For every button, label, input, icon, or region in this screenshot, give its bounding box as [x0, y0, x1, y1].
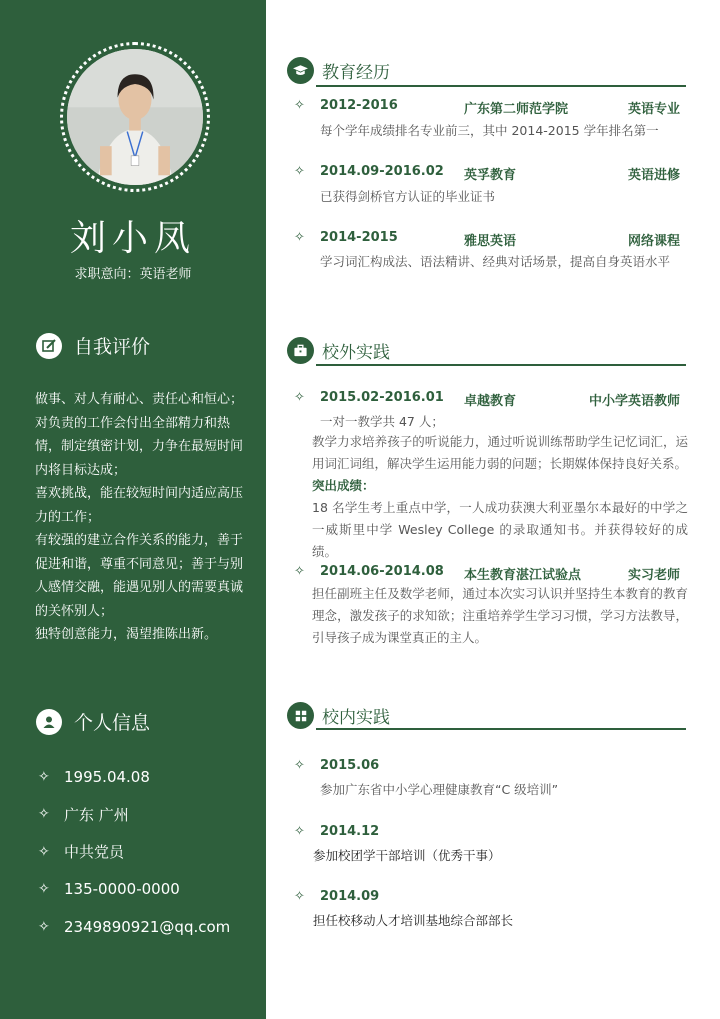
job-intent: 求职意向：英语老师: [74, 267, 192, 282]
entry-description: 一对一教学共 47 人；: [320, 414, 444, 429]
entry-org: 卓越教育: [464, 394, 517, 409]
education-entry-head: [294, 164, 686, 182]
education-title: 教育经历: [322, 63, 390, 83]
info-email: ✧ 2349890921@qq.com: [38, 917, 231, 936]
entry-date: 2014.09-2016.02: [320, 164, 444, 179]
entry-date: 2015.06: [320, 758, 380, 773]
achievement-label: 突出成绩：: [312, 478, 375, 493]
entry-description: 担任校移动人才培训基地综合部部长: [313, 913, 514, 928]
internal-entry-head: [294, 824, 686, 842]
entry-role: 实习老师: [627, 568, 680, 583]
avatar-photo: [67, 49, 203, 185]
external-practice-title: 校外实践: [322, 343, 390, 363]
entry-paragraph: 担任副班主任及数学老师，通过本次实习认识并坚持生本教育的教育理念，激发孩子的求知欲；注重培养学生学习习惯，学习方法教导，引导孩子成为课堂真正的主人。: [312, 586, 688, 645]
external-entry-head: [294, 564, 686, 582]
internal-practice-title: 校内实践: [322, 708, 390, 728]
star-bullet-icon: ✧: [294, 564, 305, 579]
personal-info-title: 个人信息: [74, 712, 151, 734]
external-entry-head: [294, 390, 686, 408]
entry-org: 本生教育湛江试验点: [464, 568, 582, 583]
internal-entry-head: [294, 889, 686, 907]
entry-role: 中小学英语教师: [588, 394, 680, 409]
star-bullet-icon: ✧: [294, 889, 305, 904]
internal-entry-head: [294, 758, 686, 776]
star-bullet-icon: ✧: [38, 768, 50, 785]
star-bullet-icon: ✧: [294, 230, 305, 245]
avatar: [67, 49, 203, 185]
entry-date: 2014.09: [320, 889, 380, 904]
star-bullet-icon: ✧: [294, 98, 305, 113]
user-icon: [36, 709, 62, 735]
self-eval-header: [36, 332, 150, 359]
star-bullet-icon: ✧: [294, 390, 305, 405]
entry-description: 参加校团学干部培训（优秀干事）: [313, 848, 501, 863]
star-bullet-icon: ✧: [38, 806, 50, 823]
entry-date: 2014.12: [320, 824, 380, 839]
info-political: ✧ 中共党员: [38, 843, 125, 862]
achievement-text: 18 名学生考上重点中学，一人成功获澳大利亚墨尔本最好的中学之一威斯里中学 Wesley College 的录取通知书。并获得较好的成绩。: [312, 500, 688, 559]
entry-role: 英语专业: [627, 102, 680, 117]
entry-description: 学习词汇构成法、语法精讲、经典对话场景，提高自身英语水平: [320, 254, 671, 269]
education-entry-head: [294, 230, 686, 248]
entry-role: 英语进修: [627, 168, 680, 183]
star-bullet-icon: ✧: [294, 758, 305, 773]
info-location: ✧ 广东 广州: [38, 805, 129, 824]
grid-icon: [287, 702, 314, 729]
info-birthdate: ✧ 1995.04.08: [38, 767, 150, 786]
star-bullet-icon: ✧: [38, 843, 50, 860]
entry-role: 网络课程: [627, 234, 680, 249]
personal-info-header: [36, 708, 150, 735]
self-eval-paragraph: 喜欢挑战，能在较短时间内适应高压力的工作；: [35, 486, 244, 525]
personal-info-list: [38, 758, 230, 946]
self-eval-paragraph: 做事、对人有耐心、责任心和恒心；: [35, 392, 244, 407]
entry-org: 雅思英语: [464, 234, 517, 249]
entry-date: 2012-2016: [320, 98, 398, 113]
entry-org: 广东第二师范学院: [464, 102, 569, 117]
education-divider: [316, 85, 686, 87]
star-bullet-icon: ✧: [38, 918, 50, 935]
self-eval-paragraph: 对负责的工作会付出全部精力和热情，制定缜密计划，力争在最短时间内将目标达成；: [35, 415, 244, 478]
entry-description: 每个学年成绩排名专业前三，其中 2014-2015 学年排名第一: [320, 123, 659, 138]
self-eval-paragraph: 有较强的建立合作关系的能力，善于促进和谐，尊重不同意见；善于与别人感情交融，能遇见别人的需要真诚的关怀别人；: [35, 533, 244, 619]
education-entry-head: [294, 98, 686, 116]
entry-date: 2014-2015: [320, 230, 398, 245]
entry-date: 2015.02-2016.01: [320, 390, 444, 405]
education-header: [287, 57, 685, 84]
graduation-cap-icon: [287, 57, 314, 84]
entry-description: 已获得剑桥官方认证的毕业证书: [320, 189, 496, 204]
self-eval-paragraph: 独特创意能力，渴望推陈出新。: [35, 627, 218, 642]
entry-org: 英孚教育: [464, 168, 517, 183]
self-eval-text: [35, 388, 243, 647]
person-name: 刘小凤: [69, 218, 196, 259]
info-phone: ✧ 135-0000-0000: [38, 880, 180, 899]
avatar-frame: [60, 42, 210, 192]
entry-date: 2014.06-2014.08: [320, 564, 444, 579]
external-practice-header: [287, 337, 685, 364]
external-practice-divider: [316, 364, 686, 366]
entry-paragraph: 教学力求培养孩子的听说能力，通过听说训练帮助学生记忆词汇，运用词汇词组，解决学生运用能力弱的问题；长期媒体保持良好关系。 突出成绩： 18 名学生考上重点中学，一人成功获澳大利亚墨尔本最好的中学之一威斯里中学 Wesley College 的录取通知书。并获得较好的成绩。: [312, 431, 688, 563]
sidebar: [0, 0, 266, 1019]
internal-practice-divider: [316, 728, 686, 730]
star-bullet-icon: ✧: [294, 824, 305, 839]
edit-icon: [36, 333, 62, 359]
entry-description: 参加广东省中小学心理健康教育“C 级培训”: [320, 782, 559, 797]
self-eval-title: 自我评价: [74, 336, 151, 358]
star-bullet-icon: ✧: [38, 881, 50, 898]
briefcase-icon: [287, 337, 314, 364]
internal-practice-header: [287, 702, 685, 729]
star-bullet-icon: ✧: [294, 164, 305, 179]
